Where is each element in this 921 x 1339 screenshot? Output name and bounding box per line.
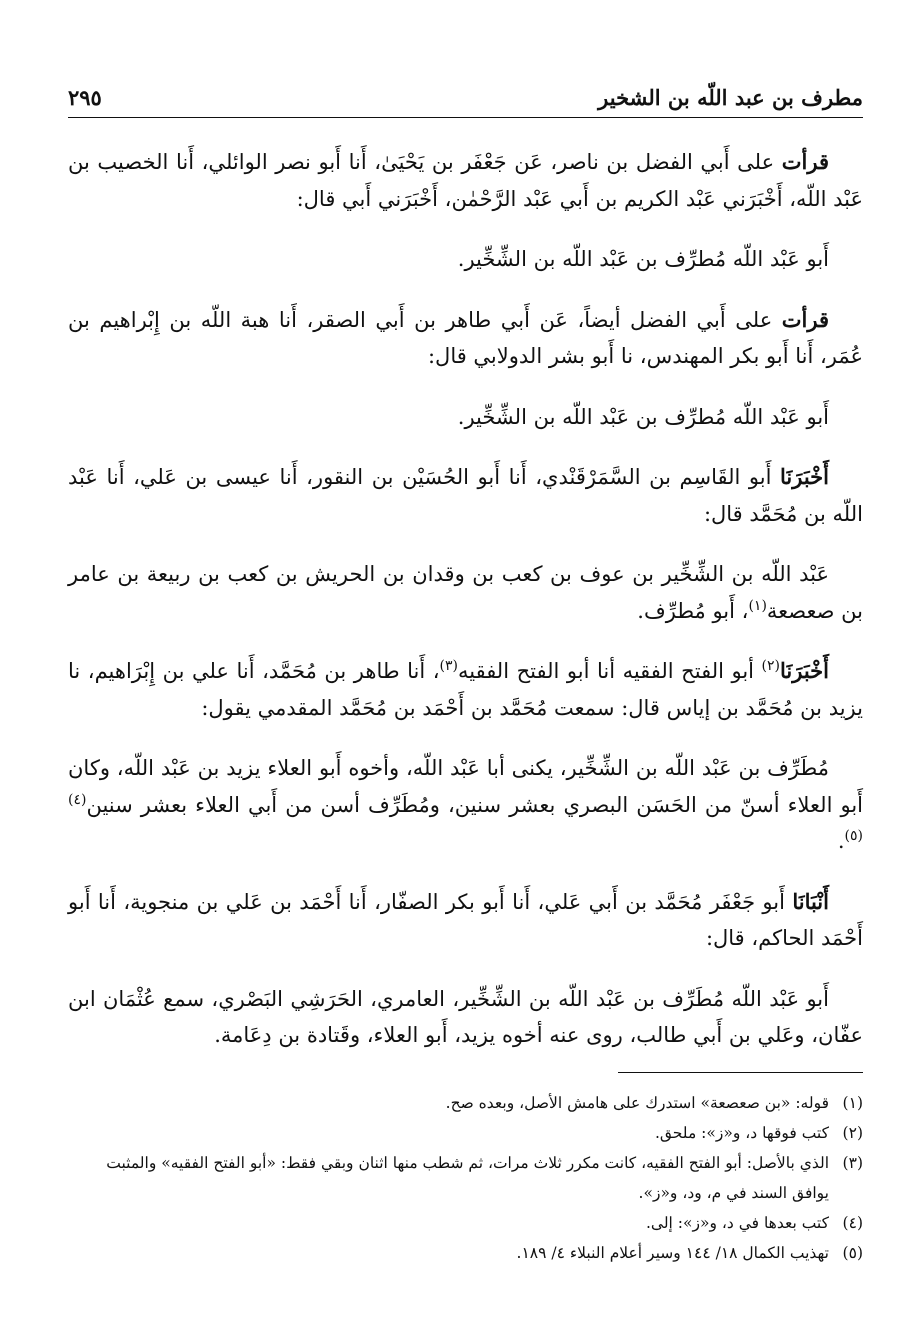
footnote-number: (٤)	[842, 1214, 863, 1232]
paragraph-biography-2	[68, 981, 863, 1054]
paragraph-name-1	[68, 241, 829, 278]
footnote-number: (١)	[842, 1094, 863, 1112]
header-rule	[68, 117, 863, 118]
paragraph-text: أَبو جَعْفَر مُحَمَّد بن أَبي عَلي، أَنا أَبو بكر الصفّار، أَنا أَحْمَد بن عَلي بن منجوية، أَنا أَبو أَحْمَد الحاكم، قال:	[68, 889, 863, 950]
footnote	[68, 1148, 863, 1208]
paragraph-name-2	[68, 399, 829, 436]
footnote	[68, 1088, 863, 1118]
paragraph-biography-1	[68, 750, 863, 860]
paragraph-text: عَبْد اللّه بن الشِّخِّير بن عوف بن كعب بن وقدان بن الحريش بن كعب بن ربيعة بن عامر بن صعصعة	[68, 562, 863, 623]
paragraph-isnad-2	[68, 302, 863, 375]
footnote-text: قوله: «بن صعصعة» استدرك على هامش الأصل، وبعده صح.	[445, 1094, 829, 1112]
paragraph-text: على أَبي الفضل بن ناصر، عَن جَعْفَر بن يَحْيَىٰ، أَنا أَبو نصر الوائلي، أَنا الخصيب بن عَبْد اللّه، أَخْبَرَني عَبْد الكريم بن أَبي عَبْد الرَّحْمٰن، أَخْبَرَني أَبي قال:	[68, 150, 863, 211]
footnote-text: كتب بعدها في د، و«ز»: إلى.	[645, 1214, 829, 1232]
footnote	[68, 1118, 863, 1148]
paragraph-lineage	[68, 556, 863, 629]
footnote-text: الذي بالأصل: أبو الفتح الفقيه، كانت مكرر ثلاث مرات، ثم شطب منها اثنان وبقي فقط: «أبو الفتح الفقيه» والمثبت يوافق السند في م، ود، و«ز».	[106, 1154, 829, 1202]
main-text	[68, 144, 863, 1078]
footnote-text: تهذيب الكمال ١٨/ ١٤٤ وسير أعلام النبلاء ٤/ ١٨٩.	[516, 1244, 829, 1262]
paragraph-text-tail: .	[837, 829, 845, 853]
paragraph-text: أبو الفتح الفقيه أنا أبو الفتح الفقيه	[457, 659, 762, 683]
footnote-text: كتب فوقها د، و«ز»: ملحق.	[654, 1124, 829, 1142]
running-title: مطرف بن عبد اللّه بن الشخير	[598, 85, 863, 110]
paragraph-isnad-3	[68, 459, 863, 532]
paragraph-lead-word: قرأت	[781, 306, 829, 332]
paragraph-text: على أَبي الفضل أيضاً، عَن أَبي طاهر بن أَبي الصقر، أَنا هبة اللّه بن إِبْراهيم بن عُمَر، أَنا أَبو بكر المهندس، نا أَبو بشر الدولابي قال:	[68, 307, 863, 368]
paragraph-text-tail: ، أَبو مُطرِّف.	[637, 598, 749, 623]
footnote-number: (٢)	[842, 1124, 863, 1142]
paragraph-isnad-5	[68, 884, 863, 957]
paragraph-text: مُطَرِّف بن عَبْد اللّه بن الشِّخِّير، يكنى أبا عَبْد اللّه، وأخوه أَبو العلاء يزيد بن عَبْد اللّه، وكان أَبو العلاء أسنّ من الحَسَن البصري بعشر سنين، ومُطَرِّف أسن من أَبي العلاء بعشر سنين	[68, 756, 863, 817]
footnote	[68, 1238, 863, 1268]
paragraph-lead-word: أَخْبَرَنَا	[780, 658, 829, 683]
paragraph-text: أَبو القَاسِم بن السَّمَرْقَنْدي، أَنا أَبو الحُسَيْن بن النقور، أَنا عيسى بن عَلي، أَنا عَبْد اللّه بن مُحَمَّد قال:	[68, 465, 863, 526]
paragraph-text: أَبو عَبْد اللّه مُطَرِّف بن عَبْد اللّه بن الشِّخِّير، العامري، الحَرَشِي البَصْري، سمع عُثْمَان ابن عفّان، وعَلي بن أَبي طالب، روى عنه أخوه يزيد، أَبو العلاء، وقَتادة بن دِعَامة.	[68, 986, 863, 1047]
footnote-number: (٣)	[842, 1154, 863, 1172]
paragraph-isnad-1	[68, 144, 863, 217]
paragraph-text-tail: ، أَنا طاهر بن مُحَمَّد، أَنا علي بن إِبْرَاهيم، نا يزيد بن مُحَمَّد بن إياس قال: سمعت مُحَمَّد بن أَحْمَد بن مُحَمَّد المقدمي يقول:	[68, 659, 863, 720]
paragraph-lead-word: قرأت	[781, 149, 829, 174]
paragraph-text: أَبو عَبْد اللّه مُطرِّف بن عَبْد اللّه بن الشِّخِّير.	[457, 404, 829, 429]
footnote-separator	[618, 1072, 863, 1073]
paragraph-isnad-4	[68, 653, 863, 726]
footnote-ref[interactable]: (٣)	[439, 658, 458, 674]
paragraph-text: أَبو عَبْد اللّه مُطرِّف بن عَبْد اللّه بن الشِّخِّير.	[457, 247, 829, 271]
footnote-ref[interactable]: (٤) (٥)	[68, 791, 863, 844]
footnote-ref[interactable]: (١)	[748, 597, 767, 614]
footnote-number: (٥)	[842, 1244, 863, 1262]
paragraph-lead-word: أَنْبَانَا	[792, 888, 829, 914]
footnote-ref[interactable]: (٢)	[761, 658, 781, 674]
page-number: ٢٩٥	[68, 85, 102, 110]
footnote	[68, 1208, 863, 1238]
paragraph-lead-word: أَخْبَرَنَا	[780, 464, 829, 489]
running-header	[68, 70, 863, 110]
footnotes	[68, 1088, 863, 1268]
